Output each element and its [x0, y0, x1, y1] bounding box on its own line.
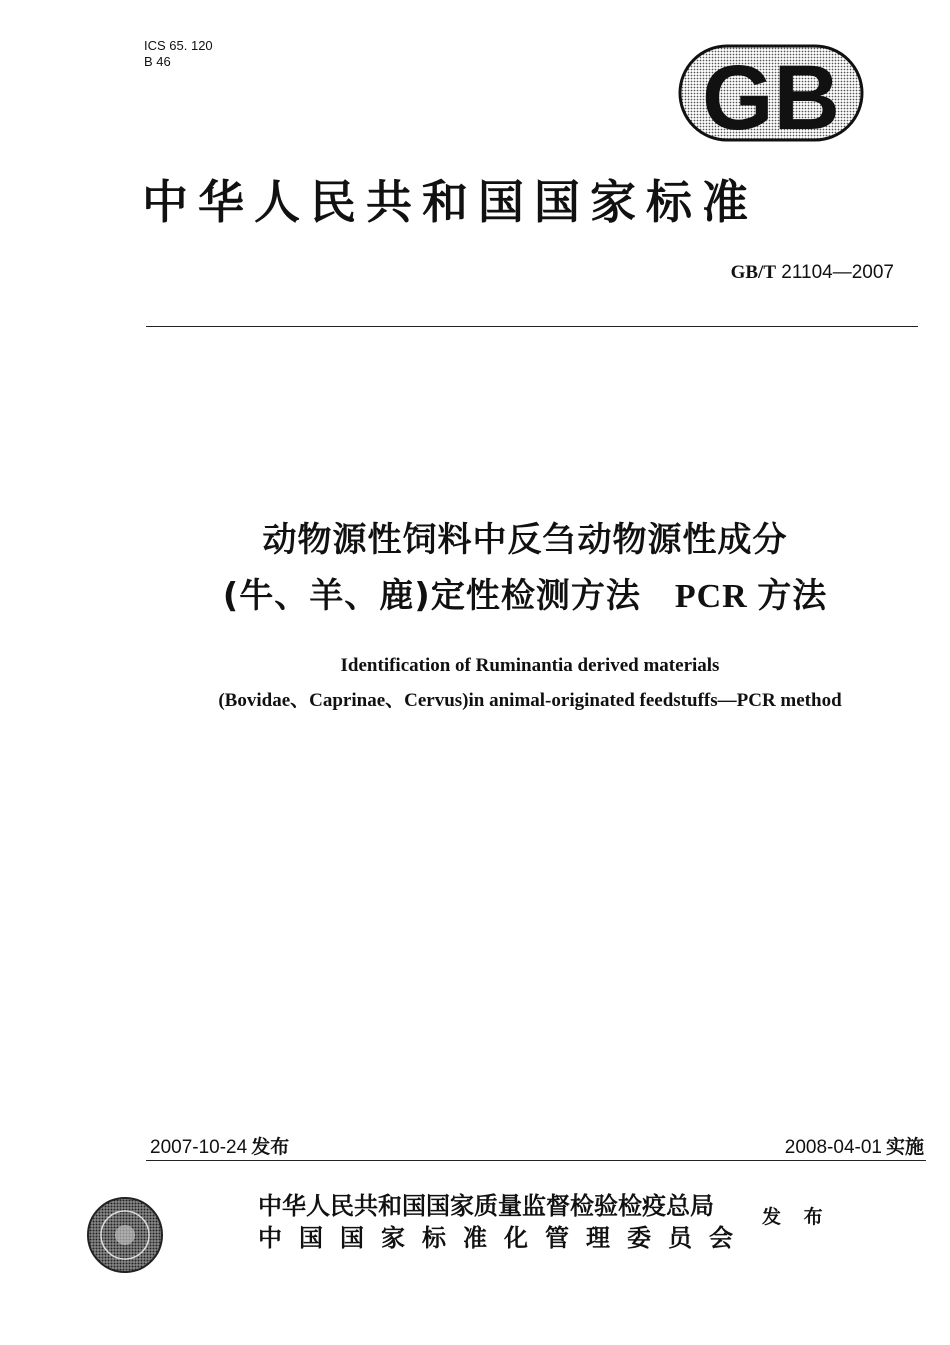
standard-number — [731, 262, 894, 284]
title-cn-method: PCR 方法 — [674, 578, 828, 615]
standard-number-value: 21104—2007 — [781, 262, 894, 283]
issue-date-value: 2007-10-24 — [150, 1137, 248, 1158]
title-en-line2: (Bovidae、Caprinae、Cervus)in animal-originated feedstuffs—PCR method — [218, 690, 842, 711]
ics-code: ICS 65. 120 — [144, 38, 213, 53]
header-divider — [146, 326, 918, 327]
gb-logo — [678, 44, 864, 142]
classification-codes — [144, 38, 213, 70]
standard-number-prefix: GB/T — [730, 262, 777, 283]
ccs-code: B 46 — [144, 54, 171, 69]
publish-label: 发 布 — [762, 1206, 831, 1228]
implementation-date-label: 实施 — [885, 1136, 924, 1158]
title-cn-line1: 动物源性饲料中反刍动物源性成分 — [262, 520, 788, 560]
official-seal-icon — [86, 1196, 164, 1274]
issue-date-label: 发布 — [251, 1136, 290, 1158]
standard-category-title: 中华人民共和国国家标准 — [142, 175, 758, 229]
title-en-line1: Identification of Ruminantia derived materials — [340, 655, 720, 676]
implementation-date-value: 2008-04-01 — [784, 1137, 882, 1158]
issuer-aqsiq: 中华人民共和国国家质量监督检验检疫总局 — [258, 1192, 714, 1220]
issuer-sac: 中国国家标准化管理委员会 — [258, 1224, 750, 1252]
date-divider — [146, 1160, 926, 1161]
title-cn-line2-text: (牛、羊、鹿)定性检测方法 — [222, 576, 641, 616]
implementation-date — [785, 1132, 924, 1159]
svg-text:GB: GB — [702, 47, 840, 142]
title-cn-line2 — [100, 568, 950, 617]
issue-date — [150, 1132, 289, 1159]
